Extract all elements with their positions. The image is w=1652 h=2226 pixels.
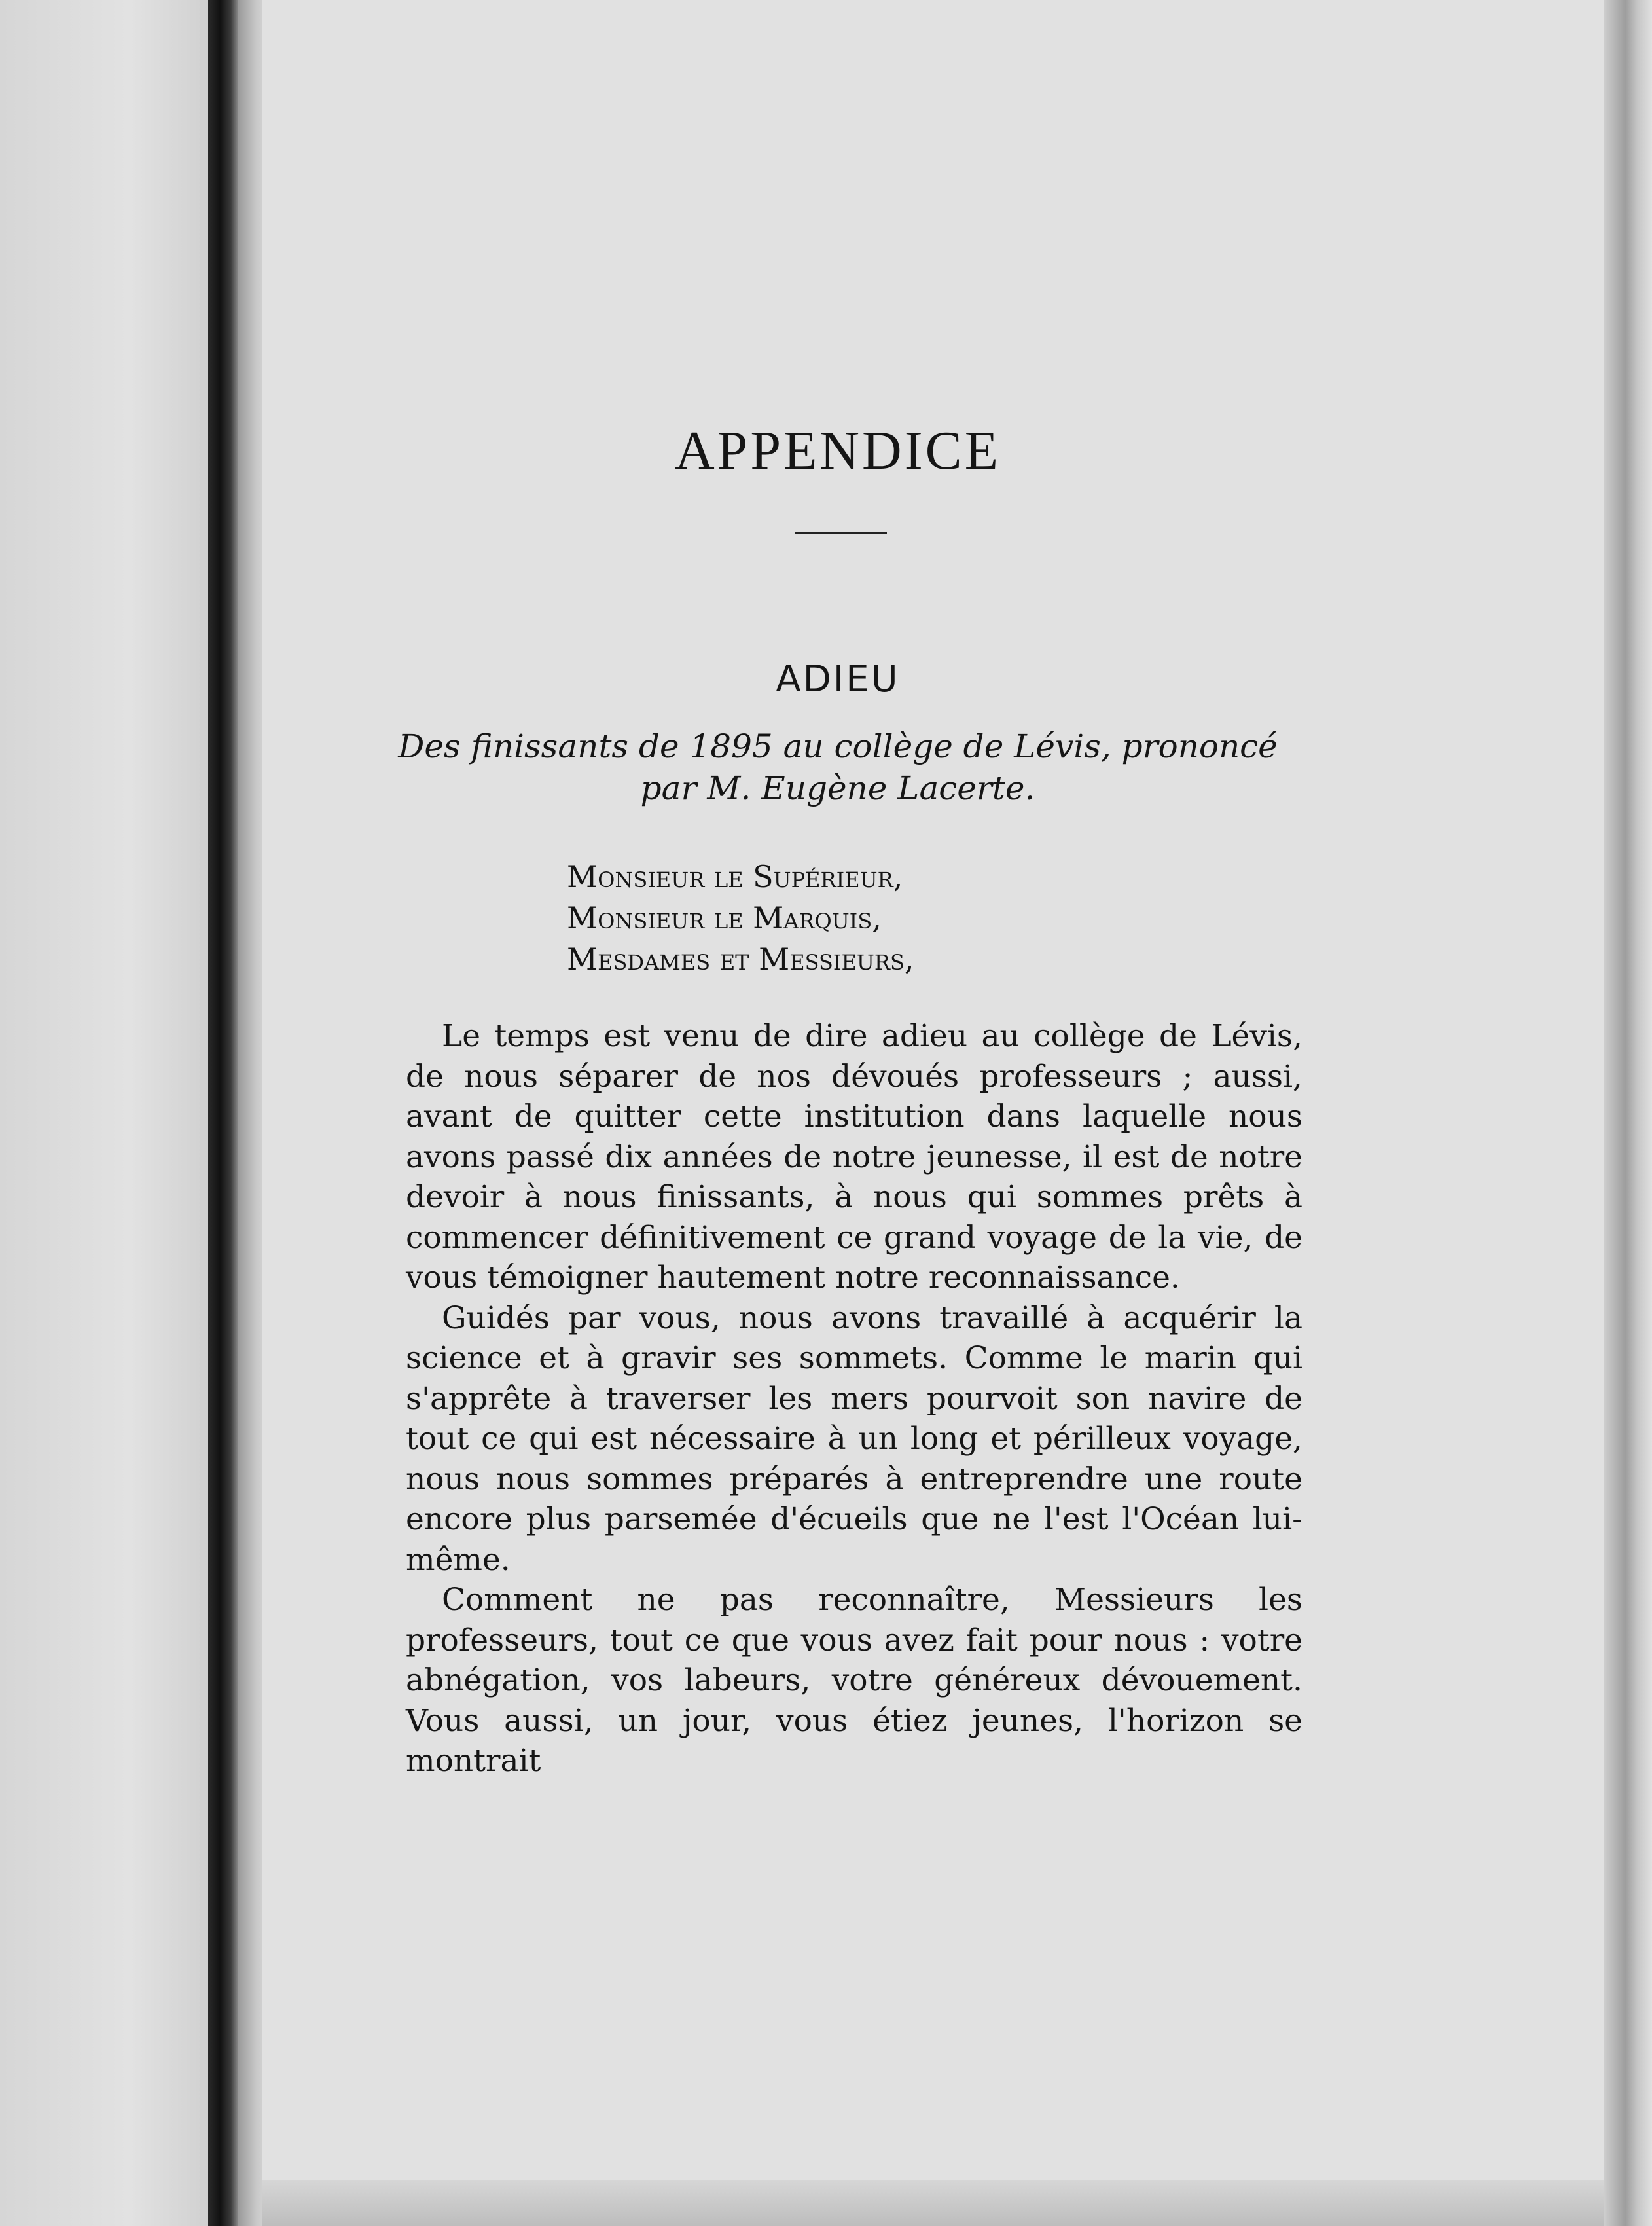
caption-line-1: Des finissants de 1895 au collège de Lévis, prononcé — [398, 727, 1278, 765]
heading-rule — [795, 532, 887, 534]
section-title: ADIEU — [776, 658, 900, 701]
paragraph: Guidés par vous, nous avons travaillé à acquérir la science et à gravir ses sommets. Comme le marin qui s'apprête à traverser les mers pourvoit son navire de tout ce qui est nécessaire à un long et périlleux voyage, nous nous sommes préparés à entreprendre une route encore plus parsemée d'écueils que ne l'est l'Océan lui-même. — [406, 1300, 1302, 1578]
page-edge-bottom — [262, 2180, 1604, 2226]
salutation — [567, 856, 914, 980]
salutation-line: Mesdames et Messieurs, — [567, 941, 914, 977]
caption-line-2: par M. Eugène Lacerte. — [640, 769, 1035, 807]
paragraph: Comment ne pas reconnaître, Messieurs les professeurs, tout ce que vous avez fait pour nous : votre abnégation, vos labeurs, votre généreux dévouement. Vous aussi, un jour, vous étiez jeunes, l'horizon se montrait — [406, 1582, 1302, 1779]
page-edge-right — [1604, 0, 1652, 2226]
page-heading: APPENDICE — [674, 420, 1001, 481]
body-text — [406, 1016, 1302, 1781]
salutation-line: Monsieur le Marquis, — [567, 900, 882, 936]
left-page — [0, 0, 216, 2226]
section-caption — [393, 725, 1283, 809]
book-spine — [208, 0, 238, 2226]
salutation-line: Monsieur le Supérieur, — [567, 859, 903, 894]
paragraph: Le temps est venu de dire adieu au collège de Lévis, de nous séparer de nos dévoués professeurs ; aussi, avant de quitter cette institution dans laquelle nous avons passé dix années de notre jeunesse, il est de notre devoir à nous finissants, à nous qui sommes prêts à commencer définitivement ce grand voyage de la vie, de vous témoigner hautement notre reconnaissance. — [406, 1018, 1302, 1296]
